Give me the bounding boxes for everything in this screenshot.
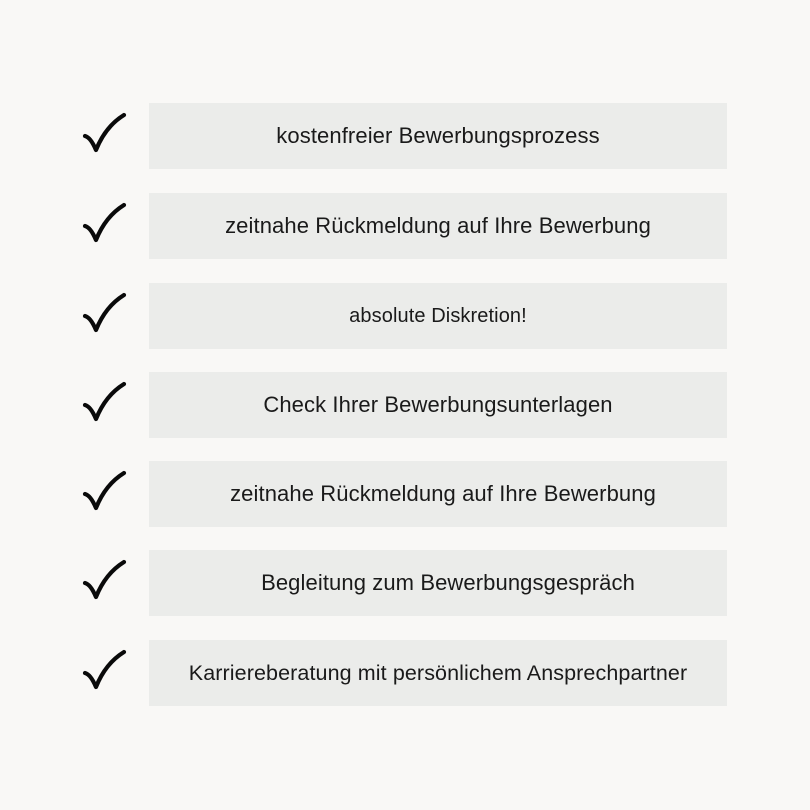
- checkmark-icon: [80, 109, 128, 157]
- benefit-label-box: [149, 550, 727, 616]
- list-item: [0, 640, 810, 706]
- benefit-label: Check Ihrer Bewerbungsunterlagen: [263, 392, 613, 417]
- list-item: [0, 193, 810, 259]
- checkmark-icon: [80, 556, 128, 604]
- benefit-label-box: [149, 461, 727, 527]
- list-item: [0, 461, 810, 527]
- benefit-label: Karriereberatung mit persönlichem Ansprechpartner: [188, 660, 688, 685]
- benefit-label-box: [149, 193, 727, 259]
- benefit-label: kostenfreier Bewerbungsprozess: [276, 123, 600, 148]
- list-item: [0, 283, 810, 349]
- benefit-label-box: [149, 640, 727, 706]
- benefit-label-box: [149, 103, 727, 169]
- benefit-label-box: [149, 372, 727, 438]
- list-item: [0, 550, 810, 616]
- checkmark-icon: [80, 289, 128, 337]
- benefit-label: zeitnahe Rückmeldung auf Ihre Bewerbung: [230, 481, 656, 506]
- benefit-label: Begleitung zum Bewerbungsgespräch: [261, 570, 635, 595]
- checkmark-icon: [80, 646, 128, 694]
- checkmark-icon: [80, 378, 128, 426]
- checkmark-icon: [80, 199, 128, 247]
- benefit-label-box: [149, 283, 727, 349]
- benefit-label: zeitnahe Rückmeldung auf Ihre Bewerbung: [225, 213, 651, 238]
- list-item: [0, 372, 810, 438]
- benefit-label: absolute Diskretion!: [349, 304, 527, 327]
- list-item: [0, 103, 810, 169]
- checkmark-icon: [80, 467, 128, 515]
